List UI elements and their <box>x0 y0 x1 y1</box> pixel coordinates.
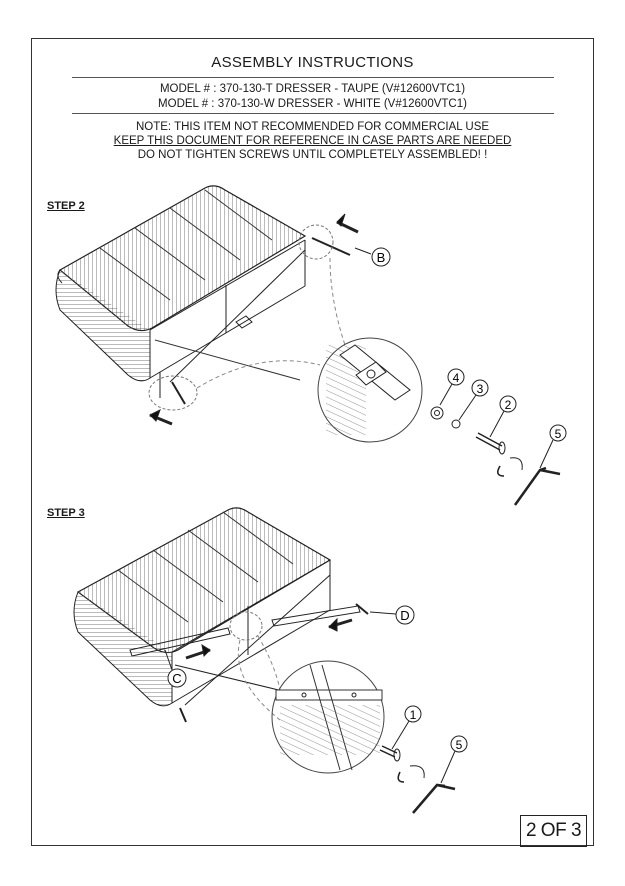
svg-text:5: 5 <box>455 738 463 752</box>
page-title: ASSEMBLY INSTRUCTIONS <box>211 54 414 71</box>
svg-text:B: B <box>376 250 386 265</box>
step-2-callout-3 <box>459 380 488 420</box>
model-line-taupe: MODEL # : 370-130-T DRESSER - TAUPE (V#12600VTC1) <box>159 83 466 95</box>
svg-text:2: 2 <box>504 398 512 412</box>
step-3-dresser <box>74 508 455 813</box>
svg-text:3: 3 <box>476 382 484 396</box>
note-commercial-use: NOTE: THIS ITEM NOT RECOMMENDED FOR COMMERCIAL USE <box>135 121 490 133</box>
step-2-dresser <box>56 186 560 505</box>
step-2-callout-2 <box>490 396 516 437</box>
svg-text:C: C <box>172 671 182 686</box>
step-3-callout-c <box>168 669 186 687</box>
svg-text:4: 4 <box>452 371 460 385</box>
note-keep-document: KEEP THIS DOCUMENT FOR REFERENCE IN CASE PARTS ARE NEEDED <box>113 135 512 147</box>
step-3-callout-5 <box>441 736 467 783</box>
step-2-callout-b <box>372 248 390 266</box>
note-do-not-tighten: DO NOT TIGHTEN SCREWS UNTIL COMPLETELY ASSEMBLED! ! <box>137 149 488 161</box>
svg-text:D: D <box>400 608 410 623</box>
svg-text:1: 1 <box>409 708 417 722</box>
page-indicator: 2 OF 3 <box>520 815 587 847</box>
step-2-label: STEP 2 <box>47 200 85 212</box>
model-line-white: MODEL # : 370-130-W DRESSER - WHITE (V#12600VTC1) <box>158 98 467 110</box>
step-2-callout-4 <box>440 369 464 405</box>
step-3-callout-1 <box>392 706 421 749</box>
svg-text:5: 5 <box>554 427 562 441</box>
step-3-callout-d <box>396 606 414 624</box>
step-2-callout-5 <box>540 425 566 468</box>
step-3-label: STEP 3 <box>47 507 85 519</box>
